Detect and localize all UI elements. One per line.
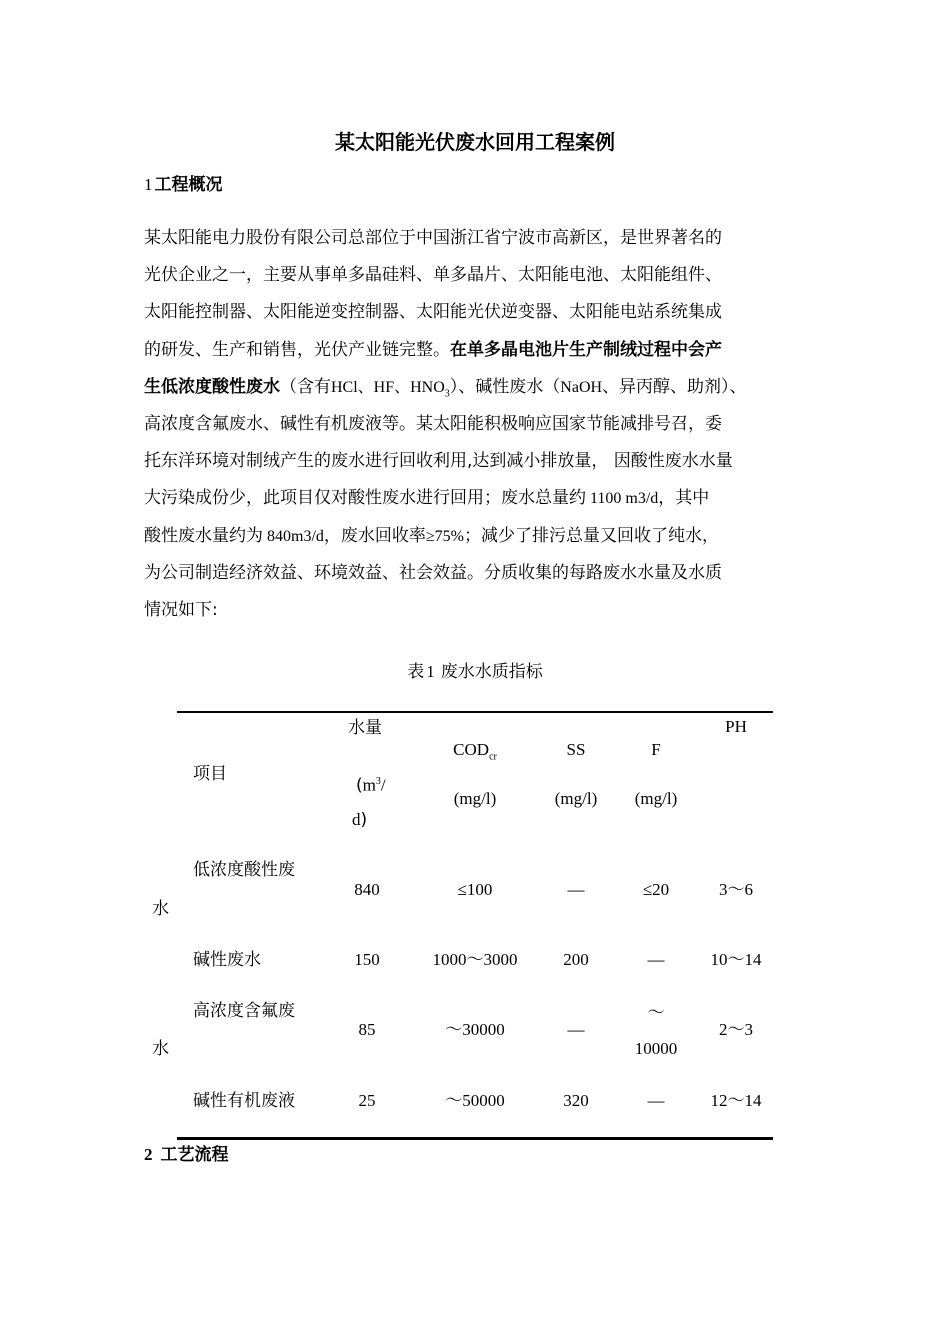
header-flow-unit [356, 770, 386, 798]
caption-prefix: 表 [407, 662, 425, 682]
page-title: 某太阳能光伏废水回用工程案例 [335, 130, 615, 154]
row-f-wrap: 10000 [634, 1039, 678, 1058]
latin-run: HCl、HF、HNO [331, 378, 445, 396]
latin-run: 840m3/d [263, 527, 324, 545]
paragraph-line [144, 369, 824, 406]
paragraph-line [144, 518, 824, 555]
row-ph: 10～14 [710, 950, 762, 969]
paragraph-line: 某太阳能电力股份有限公司总部位于中国浙江省宁波市高新区，是世界著名的 [144, 228, 722, 248]
row-f: — [647, 1091, 665, 1110]
header-flow: 水量 [348, 718, 382, 738]
paragraph-line: 情况如下: [144, 599, 218, 620]
row-ph: 12～14 [710, 1091, 762, 1110]
header-cod [425, 738, 525, 769]
row-flow: 85 [358, 1020, 376, 1039]
section-1-heading [144, 172, 223, 198]
superscript: 3 [375, 776, 381, 787]
section-2-number: 2 [144, 1145, 153, 1164]
caption-text: 废水水质指标 [440, 662, 543, 682]
paragraph-line: 光伏企业之一，主要从事单多晶硅料、单多晶片、太阳能电池、太阳能组件、 [144, 265, 722, 286]
paren-close: ) [360, 810, 368, 830]
row-cod: ～50000 [445, 1091, 505, 1110]
paragraph-line: 为公司制造经济效益、环境效益、社会效益。分质收集的每路废水水量及水质 [144, 562, 722, 583]
row-flow: 25 [358, 1091, 376, 1110]
row-cod: ≤100 [457, 880, 493, 899]
row-ph: 2～3 [719, 1020, 753, 1039]
text-run: ，废水回收率 [323, 525, 426, 546]
text-run: （含有 [280, 376, 331, 397]
row-f: ～ [647, 1003, 665, 1022]
row-flow: 840 [354, 880, 380, 899]
header-ph: PH [725, 717, 747, 736]
text-run: 大污染成份少，此项目仅对酸性废水进行回用；废水总量约 [144, 488, 586, 509]
paren-open: ( [356, 775, 363, 796]
paragraph-line: 高浓度含氟废水、碱性有机废液等。某太阳能积极响应国家节能减排号召，委 [144, 413, 722, 434]
paragraph-line [144, 480, 824, 517]
text-run: 的研发、生产和销售，光伏产业链完整。 [144, 339, 450, 360]
row-ph: 3～6 [719, 880, 753, 899]
header-flow-unit-d [352, 808, 367, 832]
unit-m: m [362, 775, 376, 795]
latin-run: NaOH [560, 378, 603, 396]
text-run: 、异丙醇、助剂）、 [602, 376, 747, 397]
paragraph-line: 托东洋环境对制绒产生的废水进行回收利用,达到减小排放量， 因酸性废水水量 [144, 451, 733, 472]
row-ss: — [567, 880, 585, 899]
table-caption [0, 658, 950, 686]
row-f: ≤20 [642, 880, 670, 899]
text-run: ；减少了排污总量又回收了纯水， [464, 525, 719, 546]
row-name: 碱性废水 [193, 950, 261, 970]
header-f-unit: (mg/l) [634, 789, 678, 808]
section-2-heading [144, 1142, 229, 1168]
table-bottom-rule [177, 1137, 773, 1140]
latin-run: 1100 m3/d [586, 490, 659, 508]
row-name: 碱性有机废液 [193, 1091, 295, 1111]
text-run: ，其中 [658, 488, 710, 509]
paragraph-line [144, 332, 824, 369]
text-run: ）、碱性废水（ [449, 376, 561, 397]
caption-number: 1 [426, 662, 435, 681]
row-name-wrap: 水 [152, 899, 169, 919]
row-ss: 200 [563, 950, 589, 969]
row-name: 高浓度含氟废 [193, 1001, 295, 1021]
bold-text-run: 在单多晶电池片生产制绒过程中会产 [450, 339, 722, 360]
subscript: 3 [444, 388, 450, 400]
row-flow: 150 [354, 950, 380, 969]
header-item: 项目 [193, 764, 227, 784]
row-name: 低浓度酸性废 [193, 860, 295, 880]
subscript: cr [489, 751, 497, 763]
header-ss: SS [566, 740, 586, 759]
bold-text-run: 生低浓度酸性废水 [144, 376, 280, 397]
unit-slash: / [380, 775, 386, 795]
section-2-title: 工艺流程 [160, 1145, 229, 1165]
header-ss-unit: (mg/l) [554, 789, 598, 808]
overview-paragraph [144, 220, 824, 629]
section-1-number: 1 [144, 175, 153, 194]
header-f: F [651, 740, 661, 759]
row-f: — [647, 950, 665, 969]
row-cod: ～30000 [445, 1020, 505, 1039]
section-1-title: 工程概况 [154, 175, 223, 195]
table-top-rule [177, 711, 773, 713]
row-ss: 320 [563, 1091, 589, 1110]
unit-d: d [352, 810, 361, 829]
text-run: 酸性废水量约为 [144, 525, 263, 546]
row-cod: 1000～3000 [432, 950, 518, 969]
paragraph-line: 太阳能控制器、太阳能逆变控制器、太阳能光伏逆变器、太阳能电站系统集成 [144, 302, 722, 323]
row-name-wrap: 水 [152, 1039, 169, 1059]
row-ss: — [567, 1020, 585, 1039]
header-cod-unit: (mg/l) [453, 789, 497, 808]
cod-label: COD [453, 740, 490, 759]
latin-run: ≥75% [425, 527, 464, 545]
